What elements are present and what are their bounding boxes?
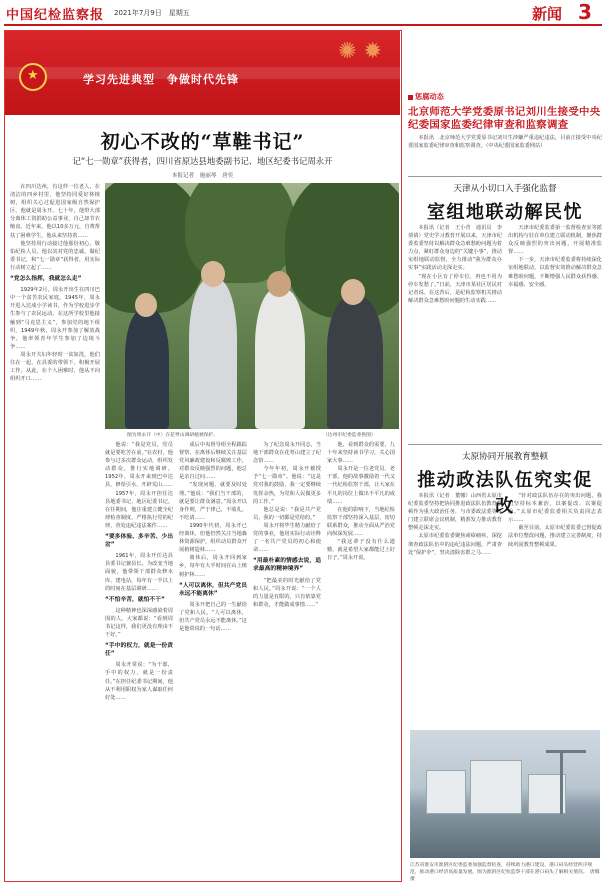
section-name: 新闻 [532,5,563,23]
subheading: “人可以离休，但共产党员永远不能离休” [179,582,247,597]
subheading: “要多体验、多辛苦、少出岔” [105,534,173,549]
paragraph: 1929年2月，周永开出生在四川巴中一个贫苦农民家庭。1945年，周永开进入达成小学读书，作为学校进步学生参与了农民运动。在这所学校里他接触到“马克思主义”，参加党的地下组织。1949年秋，周永开参加了解放战争，他率领青年学生参加了边境斗争…… [10,287,100,350]
article-banner [5,31,400,115]
news2-kicker: 天津从小切口入手强化监督 [453,184,557,194]
square-bullet-icon [408,95,413,100]
paragraph: 周永开把自己的一生献给了党和人民。“人可以离休，但共产党员永远不能离休。”这是他常说的一句话…… [179,601,247,633]
article-column-1 [10,183,100,877]
photo-caption: 图为周永开（中）在花萼山调研植被保护。 [127,433,219,438]
paragraph: 周永开是一位老党员、老干部，他的故事激励着一代又一代纪检监察干部，让大家在平凡的岗位上做出不平凡的成绩…… [327,466,395,505]
right-column [408,30,602,882]
paragraph: “把最美的时光献给了党和人民。”周永开说：“一个人的力量是有限的，只有依靠党和群众，才能做成事情……” [253,577,321,608]
news3-body-col2: “针对政法队伍存在的突出问题，我们坚持标本兼治，以案促改、以案促治。”太原市纪委监委相关负责同志表示…… 截至目前，太原市纪委监委已督促政法单位整改问题，推动建立完善制度，持续巩固教育整顿成果。 [508,493,602,548]
paragraph: 今年年初，周永开被授予“七一勋章”。他说：“这是党对我的鼓励，我一定要继续发挥余热，为党和人民做更多的工作。” [253,466,321,505]
sub-headline: 记“七一勋章”获得者，四川省原达县地委副书记、地区纪委书记周永开 [72,156,333,166]
article-column-3 [179,441,247,877]
paragraph: 他坚持用行动接过他那份初心，敬佑纪检人员，他以其对党的忠诚，做纪委书记，和“七一勋章”获得者，用实际行动树立起了…… [10,240,100,271]
divider [408,176,602,177]
paragraph: 周永开常说：“为干部，手中的权力，就是一份责任。”在担任纪委书记期间，他从不利用职权为家人谋取任何好处…… [105,662,173,701]
paper-name: 中国纪检监察报 [6,8,105,23]
main-headline: 初心不改的“草鞋书记” [100,131,305,153]
banner-title: 学习先进典型 争做时代先锋 [83,73,239,86]
paragraph: 1961年，周永开任达县县委书记兼县长。为改变当地面貌，他带领干部群众修水库、建电站，每年有一半以上的时间在基层调研…… [105,553,173,592]
fireworks-icon: ✺ ✹ [338,39,382,64]
news1-headline[interactable]: 北京师范大学党委原书记刘川生接受中央纪委国家监委纪律审查和监察调查 [408,106,601,131]
paragraph: 在四川达州，有这样一位老人，在清洁的四乡村里，他坚持同爱好林植树，组织关心过促进国家级自然保护区，他就是周永开。七十年，他带大部分离休工资捐助公益事业，自己却节衣缩食。近年来，他以10多万元，自费帮扶了困难学生，他从来坚持着…… [10,184,100,239]
paragraph: 离休后，周永开回到家乡，每年有大半时间在山上植树护林…… [179,555,247,578]
paragraph: 为了纪念周永开同志，当地干部群众在花萼山建立了纪念馆…… [253,442,321,465]
paragraph: 成后中央督导组全程跟踪督察，在离休后继续关注基层党风廉政建设和反腐败工作，对群众反映强烈的问题，他总是亲自过问…… [179,442,247,481]
article-column-2 [105,441,173,877]
subheading: “用最朴素的情感去说，追求最高的精神境界” [253,558,321,573]
port-photo [410,730,600,858]
article-column-4 [253,441,321,877]
subheading: “手中的权力，就是一份责任” [105,643,173,658]
photo-credit: （达州市纪委监委供图） [323,433,376,438]
paragraph: “发现问题，就要及时处理。”他说：“我们当干部的，就是要让群众满意。”周永开以身作则，严于律己，不收礼、不吃请…… [179,482,247,521]
byline: 本报记者 施丽琴 唐奕 [171,173,234,179]
paragraph: 他说：“我是党员，党员就是要吃苦在前。”在农村，他参与过多次群众运动，组织发动群众，推行实地调研。1952年，周永开来到巴中达县，修渠引水，开辟荒山…… [105,442,173,489]
masthead-bar [0,0,604,24]
paragraph: 这种精神也深深感染着周围的人。大家都说：“看到周书记这样，我们更没有理由不干好。” [105,607,173,639]
port-photo-caption: 江苏省淮安市淮阴区纪委监委加强监督检查，持续助力港口建设、港口码头经营秩序规范，推动港口经济高质量发展。图为淮阴区纪检监察干部在港口码头了解相关情况。 唐娜 摄 [410,863,600,882]
article-photo [105,183,399,429]
news2-headline[interactable]: 室组地联动解民忧 [427,202,583,223]
paragraph: 在他的影响下，当地纪检监察干部坚持深入基层，密切联系群众，推动全面从严治党向纵深发展…… [327,506,395,538]
news3-headline[interactable]: 推动政法队伍究实促改 [417,470,593,517]
main-article[interactable] [4,30,402,882]
divider [408,444,602,445]
news1-body: 本报讯 北京师范大学党委原书记刘川生涉嫌严重违纪违法，目前正接受中央纪委国家监委纪律审查和监察调查。（中央纪委国家监委网站） [408,135,602,150]
article-column-5 [327,441,395,877]
news3-kicker: 太原协同开展教育整顿 [462,452,548,462]
paragraph: 他，看到群众的需要，九十年来坚持读书学习，关心国家大事…… [327,442,395,465]
issue-date: 2021年7月9日 星期五 [114,9,190,17]
section-tag: 惩腐动态 [408,92,444,102]
page-number: 3 [578,0,592,24]
news2-body-col1: 本报讯（记者 王小青 通讯员 李倩倩）党史学习教育开展以来，天津市纪委监委坚持以解决群众急难愁盼问题为着力点，紧盯群众身边的“关键小事”，推动室组地联动监督，全力推动“我为群众办实事”实践活动走深走实。 “现在小区有了停车位，再也不用为停车发愁了。”日前，天津市某社区居民对记者说。在这背后，是纪检监察机关推动解决群众急难愁盼问题的生动实践…… [408,225,502,304]
subheading: “党怎么指挥，我就怎么走” [10,276,82,283]
paragraph: “我这辈子没有什么遗憾，就是希望大家都能过上好日子。”周永开说。 [327,539,395,562]
paragraph: 他总是说：“我是共产党员，我的一切都是党给的。” [253,506,321,521]
masthead-rule [4,24,602,26]
paragraph: 1957年，周永开担任达县地委书记、地区纪委书记。在任期间，他注重建立健全纪律检查制度，严格执行党的纪律，查处违纪违法案件…… [105,490,173,529]
paragraph: 1990年代初，周永开已经离休，但他仍然关注当地森林资源保护，组织动员群众开展植树造林…… [179,522,247,554]
news3-body-col1: 本报讯（记者 董娜）山西省太原市纪委监委坚持把协同推进政法队伍教育整顿作为重大政治任务，与市委政法委等部门建立联席会议机制，精准发力推动教育整顿走深走实。 太原市纪委监委聚焦顽瘴痼疾，深挖彻查政法队伍中的违纪违法问题，严肃查处“保护伞”，坚决清除害群之马…… [408,493,502,556]
paragraph: 周永开将毕生精力献给了党的事业，他用实际行动诠释了一名共产党员的初心和使命…… [253,522,321,554]
subheading: “不怕辛苦，就怕不干” [105,596,165,603]
paragraph: 周永开夫妇年轻时一贫如洗，他们住在一起，在县委的带领下，积极开展工作。从此，在个人困难时，他从不向组织开口…… [10,351,100,383]
news2-body-col2: 天津市纪委监委第一监督检查室等派出机构与驻在单位建立联动机制，聚焦群众反映强烈的突出问题，开展精准监督…… 下一步，天津市纪委监委将持续深化室组地联动，以监督实效推动解决群众急难愁盼问题，不断增强人民群众获得感、幸福感、安全感。 [508,225,602,288]
party-emblem-icon [19,63,47,91]
